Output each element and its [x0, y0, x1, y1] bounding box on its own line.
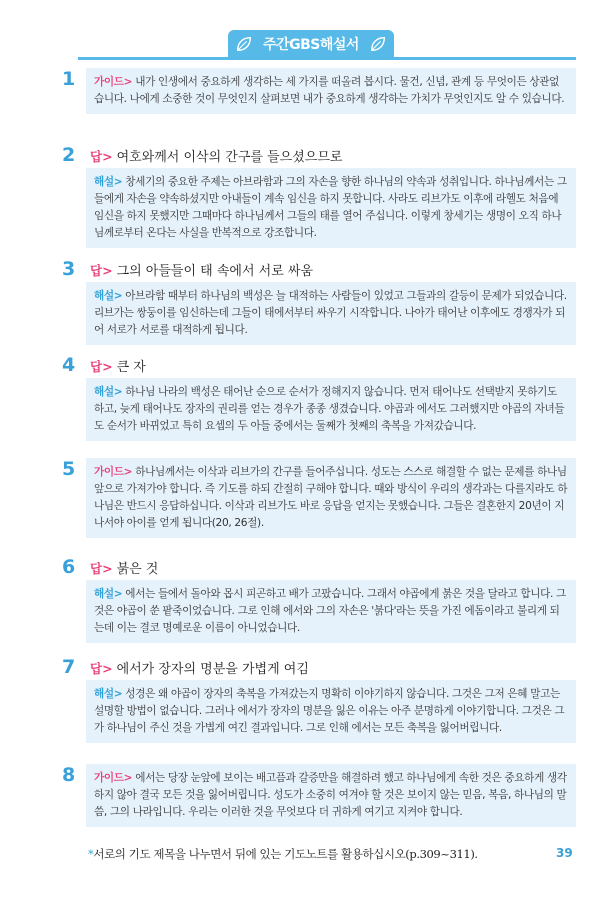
answer-label: 답>: [90, 561, 113, 576]
explanation-label: 해설>: [94, 688, 123, 700]
guide-label: 가이드>: [94, 76, 133, 88]
answer-label: 답>: [90, 359, 113, 374]
answer-text: 그의 아들들이 태 속에서 서로 싸움: [116, 264, 314, 279]
answer-line: [90, 658, 309, 677]
answer-text: 붉은 것: [116, 562, 159, 577]
answer-label: 답>: [90, 661, 113, 676]
guide-label: 가이드>: [94, 772, 133, 784]
explanation-box: [86, 378, 576, 441]
answer-text: 에서가 장자의 명분을 가볍게 여김: [116, 662, 309, 677]
explanation-text: 성경은 왜 야곱이 장자의 축복을 가져갔는지 명확히 이야기하지 않습니다. 그것은 그저 은혜 말고는 설명할 방법이 없습니다. 그러나 에서가 장자의 명분을 잃은 이유는 아주 분명하게 이야기합니다. 그것은 그가 하나님이 주신 것을 가볍게 여긴 결과입니다. 그로 인해 에서는 모든 축복을 잃어버립니다.: [94, 688, 565, 734]
footnote: [88, 846, 478, 862]
explanation-text: 아브라함 때부터 하나님의 백성은 늘 대적하는 사람들이 있었고 그들과의 갈등이 문제가 되었습니다. 리브가는 쌍둥이를 임신하는데 그들이 태에서부터 싸우기 시작합니다. 나아가 태어난 이후에도 경쟁자가 되어 서로가 서로를 대적하게 됩니다.: [94, 290, 567, 336]
explanation-label: 해설>: [94, 176, 123, 188]
explanation-label: 해설>: [94, 588, 123, 600]
answer-text: 큰 자: [116, 360, 146, 375]
explanation-box: [86, 168, 576, 248]
question-number: 1: [62, 68, 76, 90]
footnote-text: 서로의 기도 제목을 나누면서 뒤에 있는 기도노트를 활용하십시오(p.309~311).: [93, 847, 478, 861]
question-number: 7: [62, 656, 76, 678]
explanation-label: 해설>: [94, 386, 123, 398]
question-number: 3: [62, 258, 76, 280]
guide-box: [86, 68, 576, 114]
answer-line: [90, 356, 146, 375]
explanation-box: [86, 580, 576, 643]
page-number: 39: [556, 846, 573, 860]
section-badge: [228, 30, 394, 58]
leaf-icon: [235, 35, 253, 53]
explanation-text: 에서는 들에서 돌아와 몹시 피곤하고 배가 고팠습니다. 그래서 야곱에게 붉은 것을 달라고 합니다. 그것은 야곱이 쑨 팥죽이었습니다. 그로 인해 에서와 그의 자손은 '붉다'라는 뜻을 가진 에돔이라고 불리게 되는데 이는 결코 명예로운 이름이 아니었습니다.: [94, 588, 566, 634]
guide-text: 하나님께서는 이삭과 리브가의 간구를 들어주십니다. 성도는 스스로 해결할 수 없는 문제를 하나님 앞으로 가져가야 합니다. 즉 기도를 하되 간절히 구해야 합니다. 때와 방식이 우리의 생각과는 다를지라도 하나님은 반드시 응답하십니다. 이삭과 리브가도 바로 응답을 얻지는 못했습니다. 그들은 결혼한지 20년이 지나서야 아이를 얻게 됩니다(20, 26절).: [94, 466, 568, 529]
guide-label: 가이드>: [94, 466, 133, 478]
explanation-text: 창세기의 중요한 주제는 아브라함과 그의 자손을 향한 하나님의 약속과 성취입니다. 하나님께서는 그들에게 자손을 약속하셨지만 아내들이 계속 임신을 하지 못합니다. 사라도 리브가도 이후에 라헬도 처음에 임신을 하지 못했지만 그때마다 하나님께서 그들의 태를 열어 주십니다. 이렇게 창세기는 생명이 오직 하나님께로부터 온다는 사실을 반복적으로 강조합니다.: [94, 176, 567, 239]
answer-line: [90, 146, 342, 165]
guide-text: 내가 인생에서 중요하게 생각하는 세 가지를 떠올려 봅시다. 물건, 신념, 관계 등 무엇이든 상관없습니다. 나에게 소중한 것이 무엇인지 살펴보면 내가 중요하게 생각하는 가치가 무엇인지도 알 수 있습니다.: [94, 76, 565, 105]
answer-text: 여호와께서 이삭의 간구를 들으셨으므로: [116, 150, 343, 165]
section-title: 주간GBS해설서: [263, 37, 359, 53]
question-number: 6: [62, 556, 76, 578]
question-number: 4: [62, 354, 76, 376]
explanation-label: 해설>: [94, 290, 123, 302]
guide-box: [86, 764, 576, 827]
answer-label: 답>: [90, 149, 113, 164]
question-number: 8: [62, 764, 76, 786]
guide-text: 에서는 당장 눈앞에 보이는 배고픔과 갈증만을 해결하려 했고 하나님에게 속한 것은 중요하게 생각하지 않아 결국 모든 것을 잃어버립니다. 성도가 소중히 여겨야 할 것은 보이지 않는 믿음, 복음, 하나님의 말씀, 그의 나라입니다. 우리는 이러한 것을 무엇보다 더 귀하게 여기고 지켜야 합니다.: [94, 772, 567, 818]
footnote-mark: *: [88, 847, 94, 861]
question-number: 5: [62, 458, 76, 480]
explanation-text: 하나님 나라의 백성은 태어난 순으로 순서가 정해지지 않습니다. 먼저 태어나도 선택받지 못하기도 하고, 늦게 태어나도 장자의 권리를 얻는 경우가 종종 생겼습니다. 야곱과 에서도 그러했지만 야곱의 자녀들도 순서가 바뀌었고 특히 요셉의 두 아들 중에서는 둘째가 첫째의 축복을 가져갔습니다.: [94, 386, 565, 432]
answer-line: [90, 260, 313, 279]
explanation-box: [86, 680, 576, 743]
header-divider: [78, 57, 576, 60]
leaf-icon: [369, 35, 387, 53]
explanation-box: [86, 282, 576, 345]
answer-label: 답>: [90, 263, 113, 278]
question-number: 2: [62, 144, 76, 166]
guide-box: [86, 458, 576, 538]
answer-line: [90, 558, 158, 577]
